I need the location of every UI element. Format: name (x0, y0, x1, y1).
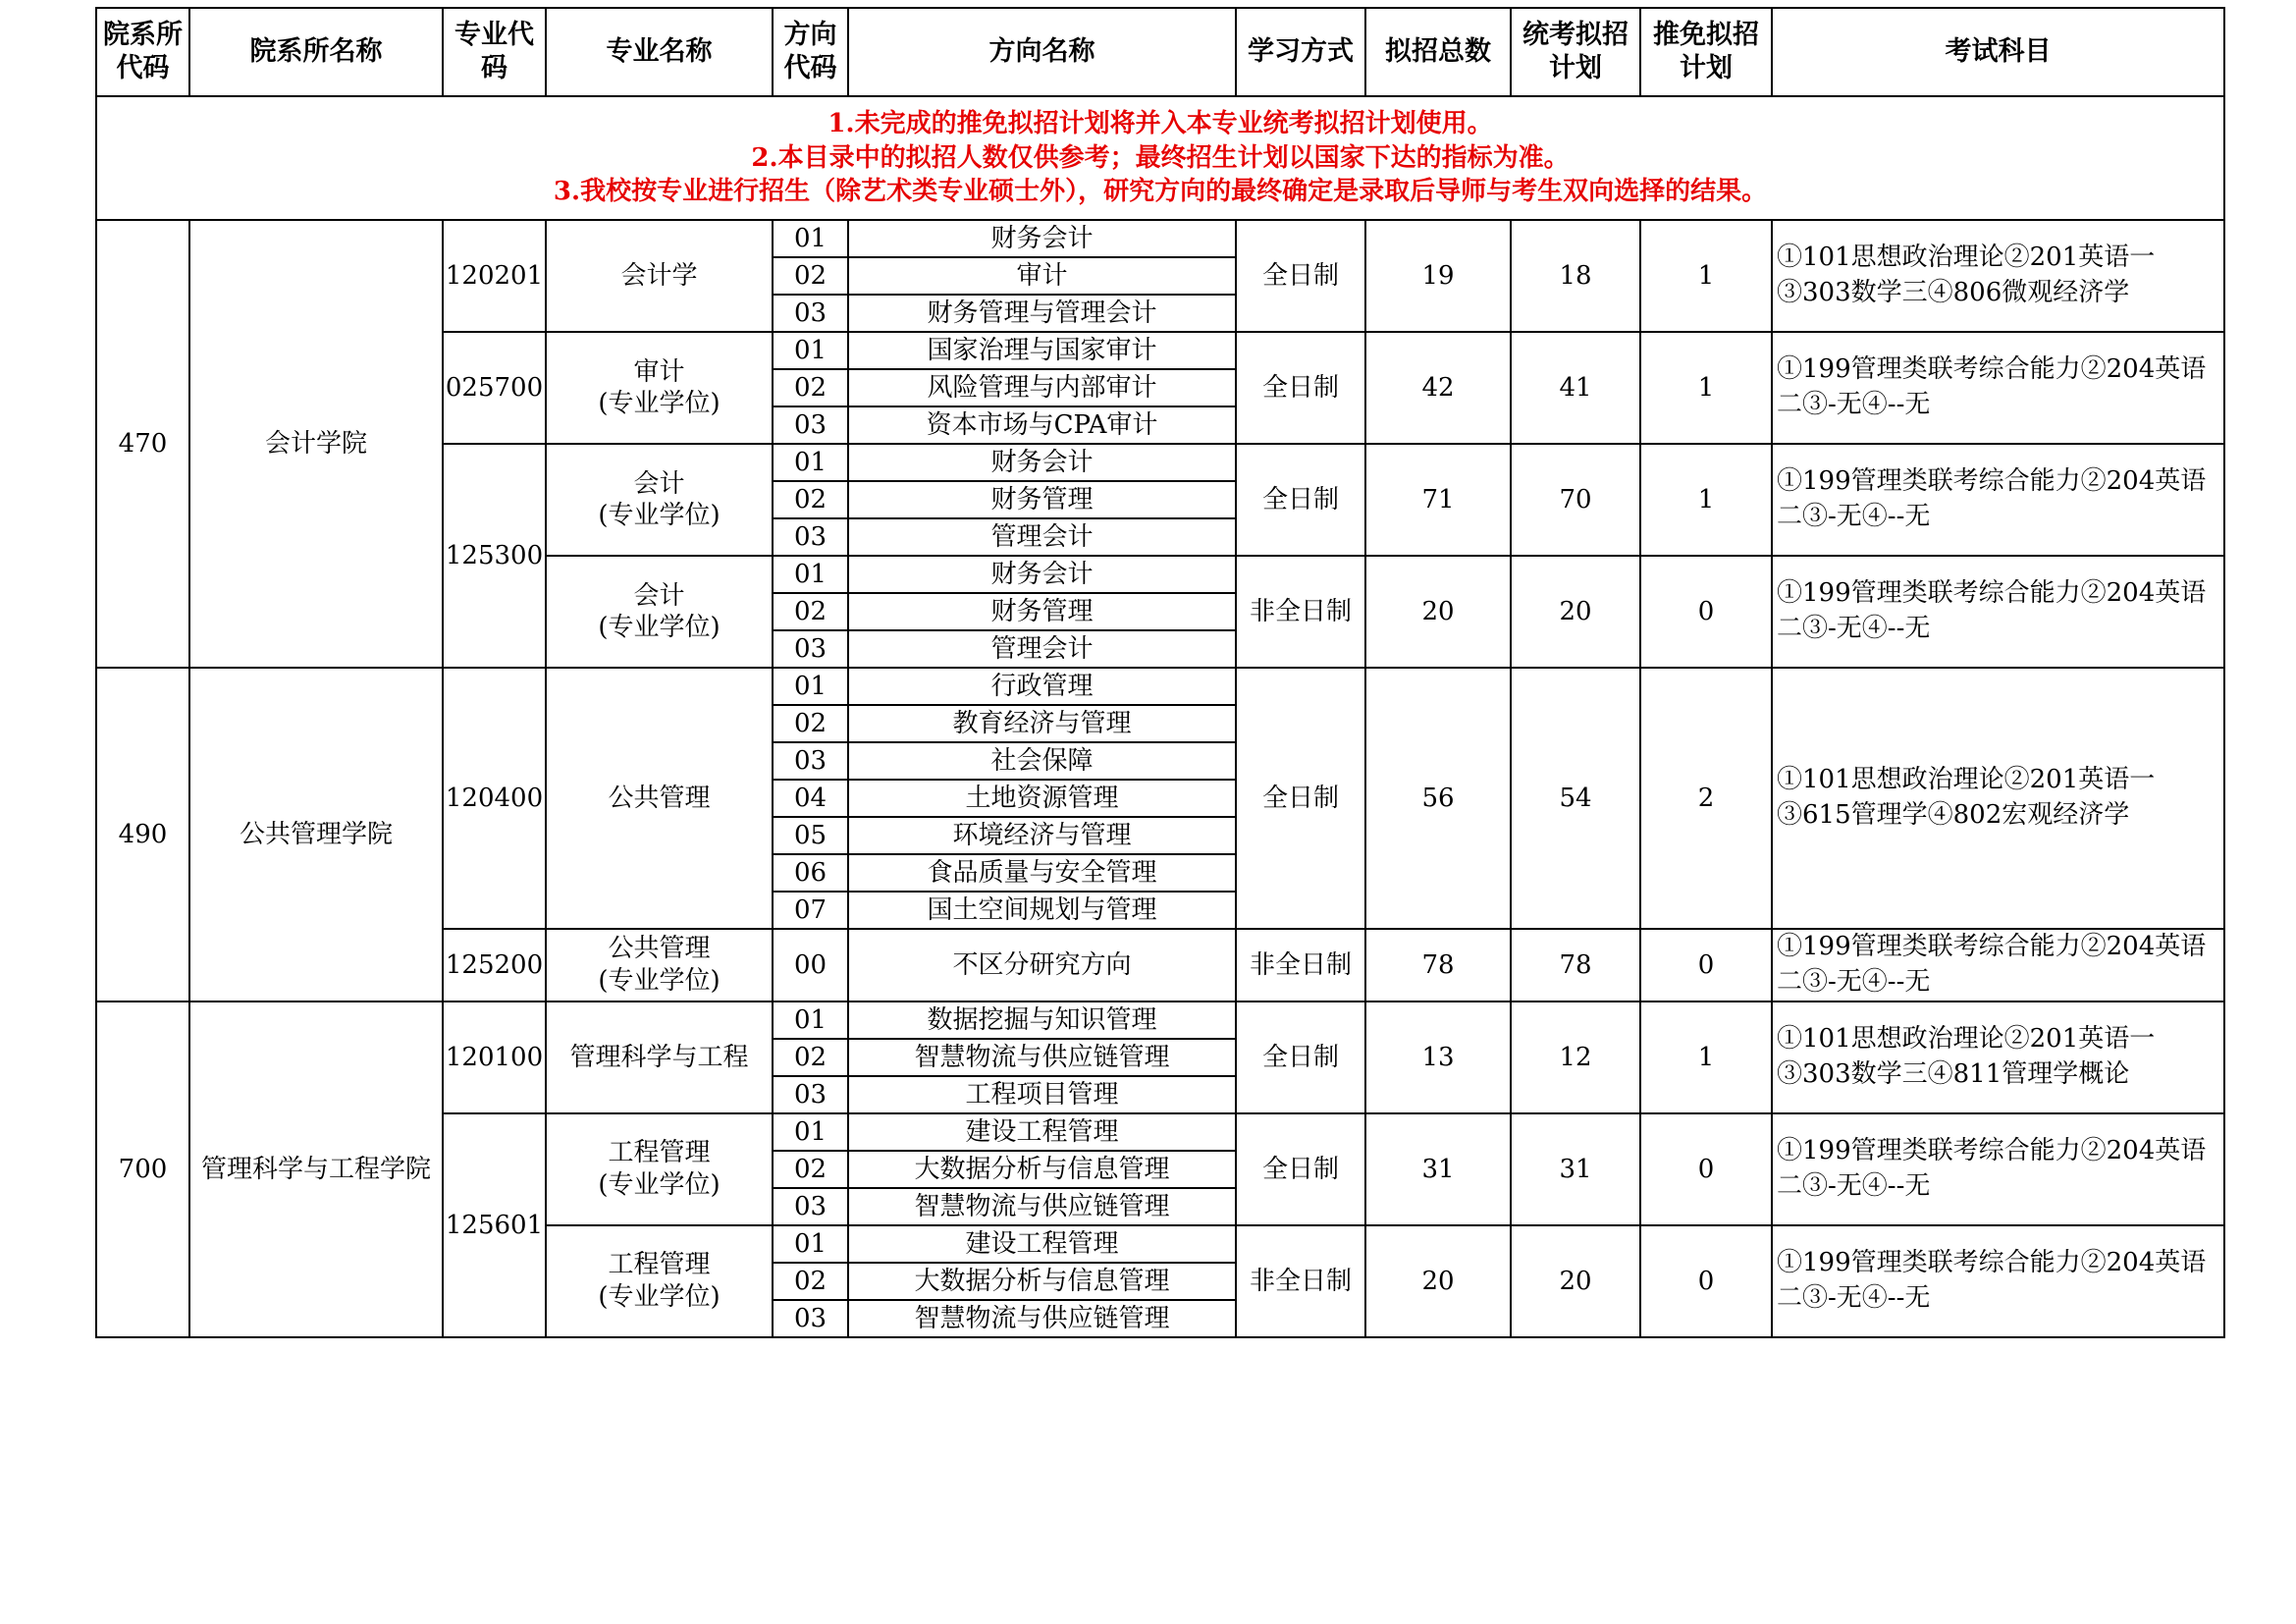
exam-plan-cell: 20 (1511, 1225, 1640, 1337)
exam-plan-cell: 70 (1511, 444, 1640, 556)
college-name-cell: 管理科学与工程学院 (189, 1001, 443, 1337)
direction-code-cell: 02 (773, 369, 848, 406)
major-name-line: 管理科学与工程 (569, 1042, 749, 1072)
total-planned-cell: 20 (1365, 556, 1511, 668)
major-name-cell (546, 556, 773, 668)
exam-subjects-cell: ①101思想政治理论②201英语一③303数学三④806微观经济学 (1772, 220, 2224, 332)
exempt-plan-cell: 0 (1640, 1225, 1772, 1337)
direction-code-cell: 02 (773, 1263, 848, 1300)
direction-name-cell: 建设工程管理 (848, 1113, 1236, 1151)
major-name-line: 会计 (633, 580, 685, 611)
direction-code-cell: 01 (773, 444, 848, 481)
exempt-plan-cell: 0 (1640, 556, 1772, 668)
major-name-line: 工程管理 (608, 1250, 711, 1280)
table-row (96, 220, 2224, 257)
total-planned-cell: 20 (1365, 1225, 1511, 1337)
exam-subjects-cell: ①199管理类联考综合能力②204英语二③-无④--无 (1772, 1225, 2224, 1337)
major-code-cell: 120201 (443, 220, 546, 332)
exempt-plan-cell: 1 (1640, 1001, 1772, 1113)
direction-name-cell: 工程项目管理 (848, 1076, 1236, 1113)
exam-subjects-cell: ①199管理类联考综合能力②204英语二③-无④--无 (1772, 332, 2224, 444)
direction-name-cell: 财务会计 (848, 220, 1236, 257)
major-name-line: 会计学 (620, 260, 698, 291)
direction-code-cell: 05 (773, 817, 848, 854)
major-name-cell (546, 220, 773, 332)
direction-code-cell: 03 (773, 406, 848, 444)
direction-name-cell: 大数据分析与信息管理 (848, 1151, 1236, 1188)
direction-code-cell: 01 (773, 332, 848, 369)
direction-code-cell: 01 (773, 220, 848, 257)
exam-plan-cell: 18 (1511, 220, 1640, 332)
direction-code-cell: 00 (773, 929, 848, 1001)
header-exam-plan: 统考拟招计划 (1511, 8, 1640, 96)
header-major-name: 专业名称 (546, 8, 773, 96)
note-line: 3.我校按专业进行招生（除艺术类专业硕士外），研究方向的最终确定是录取后导师与考生双向选择的结果。 (553, 177, 1768, 207)
direction-name-cell: 资本市场与CPA审计 (848, 406, 1236, 444)
major-name-line: (专业学位) (598, 501, 721, 530)
major-name-cell (546, 1225, 773, 1337)
exam-subjects-cell: ①199管理类联考综合能力②204英语二③-无④--无 (1772, 929, 2224, 1001)
direction-name-cell: 大数据分析与信息管理 (848, 1263, 1236, 1300)
direction-name-cell: 财务会计 (848, 444, 1236, 481)
header-total-planned: 拟招总数 (1365, 8, 1511, 96)
notes-cell (96, 96, 2224, 220)
major-code-cell: 120100 (443, 1001, 546, 1113)
total-planned-cell: 42 (1365, 332, 1511, 444)
major-code-cell: 025700 (443, 332, 546, 444)
direction-name-cell: 数据挖掘与知识管理 (848, 1001, 1236, 1039)
direction-name-cell: 管理会计 (848, 630, 1236, 668)
major-name-line: 公共管理 (608, 783, 711, 813)
direction-name-cell: 财务管理 (848, 481, 1236, 518)
major-name-line: 会计 (633, 468, 685, 499)
study-mode-cell: 全日制 (1236, 332, 1365, 444)
direction-name-cell: 教育经济与管理 (848, 705, 1236, 742)
catalog-body (96, 96, 2224, 1337)
direction-name-cell: 审计 (848, 257, 1236, 295)
direction-name-cell: 社会保障 (848, 742, 1236, 780)
college-name-cell: 公共管理学院 (189, 668, 443, 1001)
enrollment-catalog-table (95, 7, 2225, 1338)
direction-code-cell: 07 (773, 892, 848, 929)
direction-name-cell: 国土空间规划与管理 (848, 892, 1236, 929)
major-name-line: (专业学位) (598, 965, 721, 996)
direction-code-cell: 01 (773, 556, 848, 593)
major-name-cell (546, 444, 773, 556)
direction-code-cell: 02 (773, 481, 848, 518)
direction-code-cell: 03 (773, 1188, 848, 1225)
study-mode-cell: 全日制 (1236, 220, 1365, 332)
header-study-mode: 学习方式 (1236, 8, 1365, 96)
exempt-plan-cell: 0 (1640, 929, 1772, 1001)
major-name-line: 公共管理 (608, 934, 711, 964)
direction-name-cell: 行政管理 (848, 668, 1236, 705)
college-code-cell: 700 (96, 1001, 189, 1337)
exam-plan-cell: 41 (1511, 332, 1640, 444)
header-exempt-plan: 推免拟招计划 (1640, 8, 1772, 96)
direction-code-cell: 03 (773, 518, 848, 556)
direction-code-cell: 03 (773, 1076, 848, 1113)
direction-name-cell: 风险管理与内部审计 (848, 369, 1236, 406)
major-code-cell: 125200 (443, 929, 546, 1001)
header-college-name: 院系所名称 (189, 8, 443, 96)
major-code-cell: 125300 (443, 444, 546, 668)
direction-name-cell: 智慧物流与供应链管理 (848, 1039, 1236, 1076)
note-line: 1.未完成的推免拟招计划将并入本专业统考拟招计划使用。 (828, 108, 1493, 138)
direction-code-cell: 03 (773, 295, 848, 332)
study-mode-cell: 非全日制 (1236, 929, 1365, 1001)
study-mode-cell: 非全日制 (1236, 1225, 1365, 1337)
direction-name-cell: 国家治理与国家审计 (848, 332, 1236, 369)
exempt-plan-cell: 1 (1640, 220, 1772, 332)
direction-code-cell: 03 (773, 630, 848, 668)
major-name-cell (546, 332, 773, 444)
direction-name-cell: 智慧物流与供应链管理 (848, 1188, 1236, 1225)
major-name-cell (546, 929, 773, 1001)
direction-code-cell: 01 (773, 1225, 848, 1263)
total-planned-cell: 71 (1365, 444, 1511, 556)
total-planned-cell: 56 (1365, 668, 1511, 929)
exam-subjects-cell: ①101思想政治理论②201英语一③615管理学④802宏观经济学 (1772, 668, 2224, 929)
major-name-line: (专业学位) (598, 389, 721, 418)
study-mode-cell: 全日制 (1236, 1113, 1365, 1225)
exam-plan-cell: 20 (1511, 556, 1640, 668)
direction-code-cell: 03 (773, 742, 848, 780)
exempt-plan-cell: 2 (1640, 668, 1772, 929)
direction-code-cell: 02 (773, 1151, 848, 1188)
major-name-line: (专业学位) (598, 1281, 721, 1312)
college-name-cell: 会计学院 (189, 220, 443, 668)
direction-code-cell: 03 (773, 1300, 848, 1337)
study-mode-cell: 全日制 (1236, 444, 1365, 556)
major-name-cell (546, 668, 773, 929)
total-planned-cell: 19 (1365, 220, 1511, 332)
direction-name-cell: 管理会计 (848, 518, 1236, 556)
exam-plan-cell: 12 (1511, 1001, 1640, 1113)
study-mode-cell: 非全日制 (1236, 556, 1365, 668)
notes-row (96, 96, 2224, 220)
exam-plan-cell: 31 (1511, 1113, 1640, 1225)
major-name-cell (546, 1001, 773, 1113)
header-row (96, 8, 2224, 96)
exempt-plan-cell: 0 (1640, 1113, 1772, 1225)
header-direction-name: 方向名称 (848, 8, 1236, 96)
direction-code-cell: 01 (773, 668, 848, 705)
major-name-line: (专业学位) (598, 1169, 721, 1200)
study-mode-cell: 全日制 (1236, 668, 1365, 929)
major-name-cell (546, 1113, 773, 1225)
direction-name-cell: 智慧物流与供应链管理 (848, 1300, 1236, 1337)
total-planned-cell: 13 (1365, 1001, 1511, 1113)
direction-name-cell: 财务管理与管理会计 (848, 295, 1236, 332)
major-name-line: (专业学位) (598, 613, 721, 642)
header-major-code: 专业代码 (443, 8, 546, 96)
major-name-line: 工程管理 (608, 1138, 711, 1168)
exam-plan-cell: 78 (1511, 929, 1640, 1001)
total-planned-cell: 78 (1365, 929, 1511, 1001)
direction-code-cell: 02 (773, 1039, 848, 1076)
total-planned-cell: 31 (1365, 1113, 1511, 1225)
note-line: 2.本目录中的拟招人数仅供参考；最终招生计划以国家下达的指标为准。 (751, 142, 1570, 173)
college-code-cell: 470 (96, 220, 189, 668)
direction-name-cell: 建设工程管理 (848, 1225, 1236, 1263)
direction-name-cell: 不区分研究方向 (848, 929, 1236, 1001)
exempt-plan-cell: 1 (1640, 332, 1772, 444)
college-code-cell: 490 (96, 668, 189, 1001)
direction-code-cell: 06 (773, 854, 848, 892)
exam-subjects-cell: ①199管理类联考综合能力②204英语二③-无④--无 (1772, 1113, 2224, 1225)
direction-name-cell: 财务管理 (848, 593, 1236, 630)
exam-subjects-cell: ①199管理类联考综合能力②204英语二③-无④--无 (1772, 444, 2224, 556)
direction-name-cell: 土地资源管理 (848, 780, 1236, 817)
exam-subjects-cell: ①199管理类联考综合能力②204英语二③-无④--无 (1772, 556, 2224, 668)
direction-code-cell: 02 (773, 257, 848, 295)
direction-name-cell: 财务会计 (848, 556, 1236, 593)
table-row (96, 668, 2224, 705)
exam-subjects-cell: ①101思想政治理论②201英语一③303数学三④811管理学概论 (1772, 1001, 2224, 1113)
major-code-cell: 125601 (443, 1113, 546, 1337)
direction-code-cell: 01 (773, 1001, 848, 1039)
exam-plan-cell: 54 (1511, 668, 1640, 929)
exempt-plan-cell: 1 (1640, 444, 1772, 556)
direction-code-cell: 02 (773, 593, 848, 630)
table-row (96, 1001, 2224, 1039)
direction-name-cell: 食品质量与安全管理 (848, 854, 1236, 892)
major-name-line: 审计 (633, 356, 685, 387)
header-direction-code: 方向代码 (773, 8, 848, 96)
major-code-cell: 120400 (443, 668, 546, 929)
direction-code-cell: 02 (773, 705, 848, 742)
header-college-code: 院系所代码 (96, 8, 189, 96)
direction-name-cell: 环境经济与管理 (848, 817, 1236, 854)
study-mode-cell: 全日制 (1236, 1001, 1365, 1113)
direction-code-cell: 01 (773, 1113, 848, 1151)
header-exam-subjects: 考试科目 (1772, 8, 2224, 96)
direction-code-cell: 04 (773, 780, 848, 817)
